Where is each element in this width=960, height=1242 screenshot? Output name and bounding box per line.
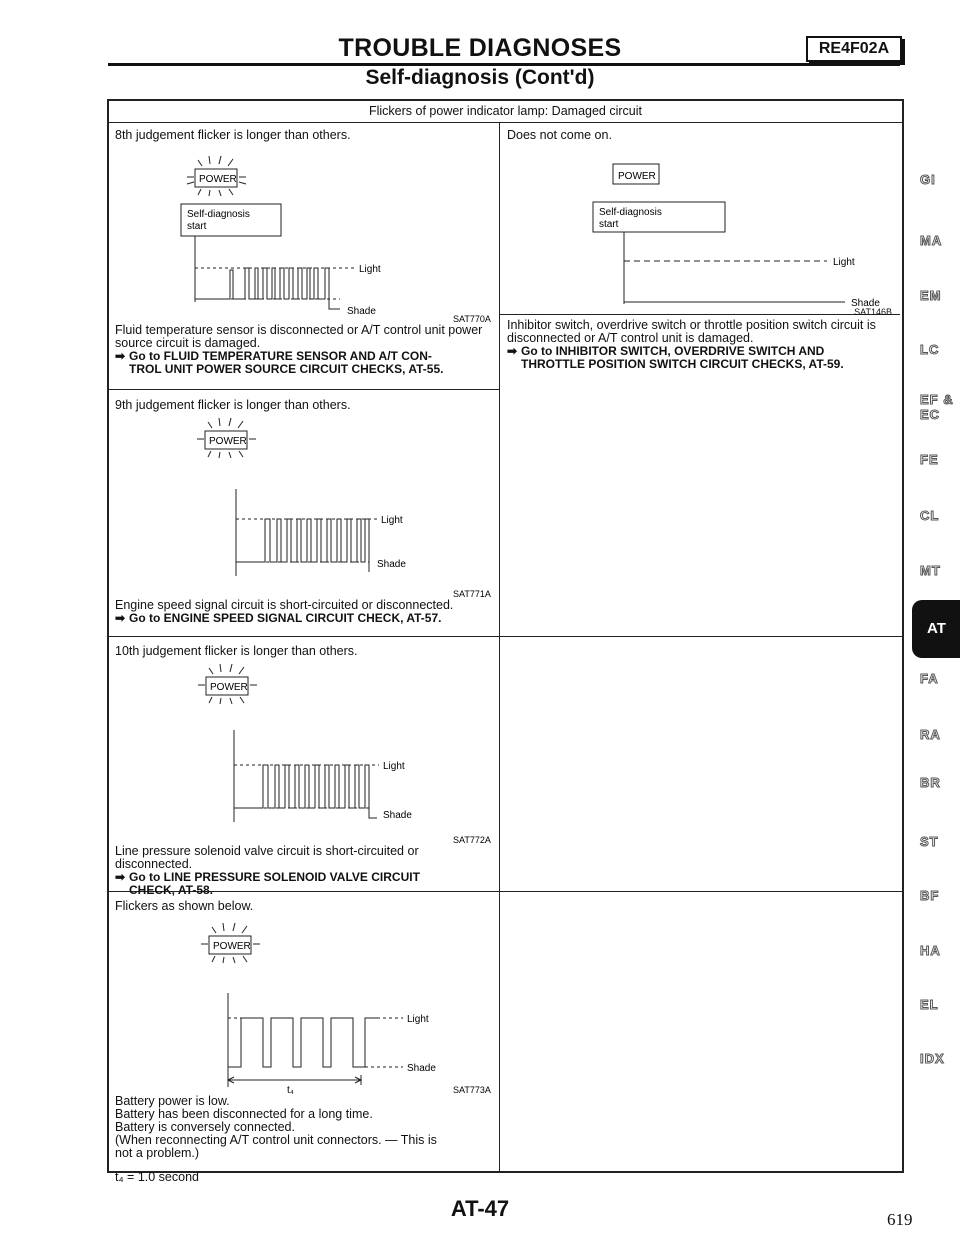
tab-gi[interactable]: GI xyxy=(920,172,936,187)
goto-link[interactable]: ➡ Go to INHIBITOR SWITCH, OVERDRIVE SWITCH AND xyxy=(507,344,825,358)
goto-link-cont[interactable]: TROL UNIT POWER SOURCE CIRCUIT CHECKS, AT-55. xyxy=(129,362,444,376)
row-heading: Does not come on. xyxy=(507,128,612,142)
goto-link-cont[interactable]: THROTTLE POSITION SWITCH CIRCUIT CHECKS, AT-59. xyxy=(521,357,844,371)
shade-label: Shade xyxy=(383,810,412,821)
light-label: Light xyxy=(833,257,855,268)
tab-em[interactable]: EM xyxy=(920,288,942,303)
row-low-battery xyxy=(115,899,495,1160)
row-8th-flicker xyxy=(115,128,495,376)
row-description: Inhibitor switch, overdrive switch or throttle position switch circuit is disconnected or A/T control unit is damaged. xyxy=(507,318,876,345)
tab-at-label: AT xyxy=(927,620,946,637)
note-list xyxy=(115,1095,495,1160)
footnote: t₄ = 1.0 second xyxy=(115,1170,199,1184)
row-9th-flicker xyxy=(115,398,495,625)
row-divider xyxy=(109,389,500,390)
table-heading: Flickers of power indicator lamp: Damaged circuit xyxy=(109,101,902,123)
tab-fe[interactable]: FE xyxy=(920,452,939,467)
row-heading: 10th judgement flicker is longer than others. xyxy=(115,644,358,658)
figure-code: SAT770A xyxy=(453,314,491,324)
note-line: Battery power is low. xyxy=(115,1094,230,1108)
tab-ma[interactable]: MA xyxy=(920,233,943,248)
tab-at-active[interactable] xyxy=(912,600,960,658)
tab-el[interactable]: EL xyxy=(920,997,939,1012)
tab-lc[interactable]: LC xyxy=(920,342,940,357)
flicker-diagram-8th xyxy=(115,144,495,324)
flicker-diagram-none xyxy=(507,144,897,309)
t4-label: t₄ xyxy=(287,1085,294,1095)
page-subtitle: Self-diagnosis (Cont'd) xyxy=(365,66,595,89)
self-diagnosis-start-label: Self-diagnosis start xyxy=(599,207,662,230)
light-label: Light xyxy=(407,1014,429,1025)
figure-code: SAT773A xyxy=(453,1085,491,1095)
shade-label: Shade xyxy=(407,1063,436,1074)
row-heading: 9th judgement flicker is longer than others. xyxy=(115,398,351,412)
goto-link[interactable]: ➡ Go to LINE PRESSURE SOLENOID VALVE CIRCUIT xyxy=(115,870,420,884)
power-label: POWER xyxy=(209,436,247,447)
power-label: POWER xyxy=(199,174,237,185)
figure-code: SAT146B xyxy=(854,307,892,317)
flicker-diagram-10th xyxy=(115,660,495,845)
flicker-diagram-9th xyxy=(115,414,495,599)
row-description: Engine speed signal circuit is short-circuited or disconnected. xyxy=(115,598,454,612)
light-label: Light xyxy=(383,761,405,772)
tab-mt[interactable]: MT xyxy=(920,563,941,578)
tab-ha[interactable]: HA xyxy=(920,943,941,958)
self-diagnosis-start-label: Self-diagnosis start xyxy=(187,209,250,232)
tab-ef[interactable]: EF & xyxy=(920,392,954,407)
shade-label: Shade xyxy=(377,559,406,570)
tab-bf[interactable]: BF xyxy=(920,888,940,903)
power-label: POWER xyxy=(210,682,248,693)
row-no-light xyxy=(507,128,897,371)
page-code: AT-47 xyxy=(450,1196,510,1221)
light-label: Light xyxy=(381,515,403,526)
row-description: Line pressure solenoid valve circuit is short-circuited or disconnected. xyxy=(115,844,419,871)
figure-code: SAT771A xyxy=(453,589,491,599)
power-label: POWER xyxy=(213,941,251,952)
figure-code: SAT772A xyxy=(453,835,491,845)
tab-ec[interactable]: EC xyxy=(920,407,941,422)
goto-link[interactable]: ➡ Go to FLUID TEMPERATURE SENSOR AND A/T CON- xyxy=(115,349,432,363)
column-divider xyxy=(499,122,500,1171)
flicker-diagram-t4 xyxy=(115,915,495,1095)
note-line: (When reconnecting A/T control unit connectors. — This is xyxy=(115,1133,437,1147)
shade-label: Shade xyxy=(851,298,880,309)
diagnosis-table xyxy=(107,99,904,1173)
tab-idx[interactable]: IDX xyxy=(920,1051,945,1066)
model-badge: RE4F02A xyxy=(806,36,902,62)
goto-link[interactable]: ➡ Go to ENGINE SPEED SIGNAL CIRCUIT CHECK, AT-57. xyxy=(115,611,442,625)
goto-link-cont[interactable]: CHECK, AT-58. xyxy=(129,883,214,897)
row-heading: Flickers as shown below. xyxy=(115,899,254,913)
tab-fa[interactable]: FA xyxy=(920,671,939,686)
page-number: 619 xyxy=(887,1210,913,1229)
row-divider xyxy=(109,636,902,637)
row-heading: 8th judgement flicker is longer than others. xyxy=(115,128,351,142)
tab-st[interactable]: ST xyxy=(920,834,939,849)
tab-br[interactable]: BR xyxy=(920,775,941,790)
shade-label: Shade xyxy=(347,306,376,317)
tab-ra[interactable]: RA xyxy=(920,727,941,742)
row-description: Fluid temperature sensor is disconnected or A/T control unit power source circuit is damaged. xyxy=(115,323,483,350)
row-10th-flicker xyxy=(115,644,495,897)
note-line: Battery is conversely connected. xyxy=(115,1120,295,1134)
light-label: Light xyxy=(359,264,381,275)
note-line: Battery has been disconnected for a long time. xyxy=(115,1107,373,1121)
note-line: not a problem.) xyxy=(115,1146,200,1160)
power-label: POWER xyxy=(618,171,656,182)
tab-cl[interactable]: CL xyxy=(920,508,940,523)
page-title: TROUBLE DIAGNOSES xyxy=(338,34,622,62)
